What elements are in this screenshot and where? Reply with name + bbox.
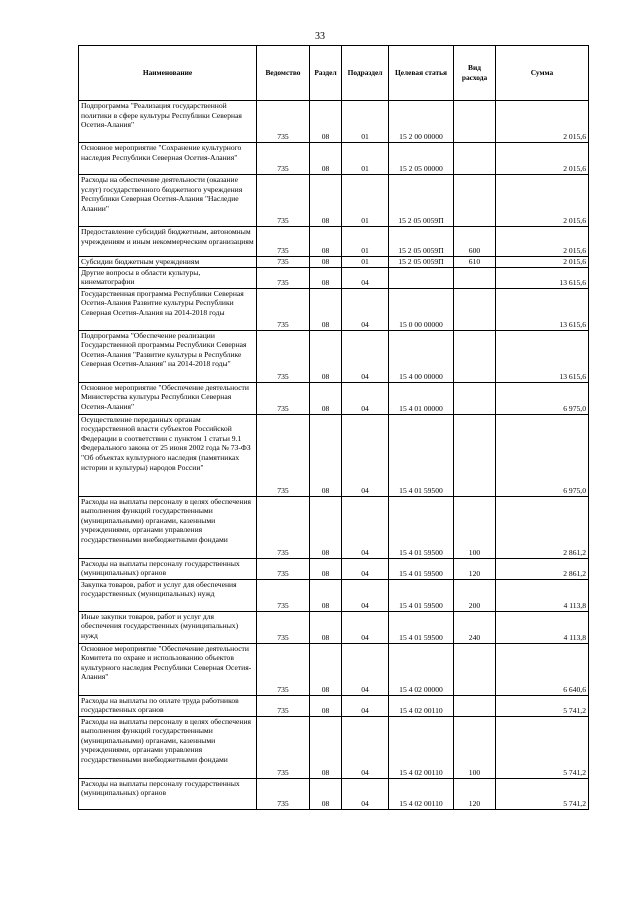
cell-name: Иные закупки товаров, работ и услуг для обеспечения государственных (муниципальных) нужд: [79, 611, 257, 643]
cell-razdel: 08: [310, 257, 342, 268]
cell-podrazdel: 04: [342, 496, 389, 558]
table-row: [79, 778, 589, 809]
cell-vid: 240: [454, 611, 496, 643]
cell-vid: [454, 101, 496, 143]
header-name: Наименование: [79, 46, 257, 101]
cell-vedomstvo: 735: [257, 414, 310, 496]
cell-vedomstvo: 735: [257, 558, 310, 579]
cell-summa: 13 615,6: [496, 288, 589, 330]
cell-summa: 5 741,2: [496, 778, 589, 809]
cell-razdel: 08: [310, 382, 342, 414]
cell-podrazdel: 01: [342, 101, 389, 143]
table-row: [79, 643, 589, 695]
cell-name: Субсидии бюджетным учреждениям: [79, 257, 257, 268]
cell-vid: [454, 267, 496, 288]
cell-vid: 120: [454, 778, 496, 809]
table-row: [79, 143, 589, 175]
cell-podrazdel: 04: [342, 267, 389, 288]
cell-summa: 2 015,6: [496, 257, 589, 268]
table-row: [79, 611, 589, 643]
cell-vid: [454, 414, 496, 496]
cell-razdel: 08: [310, 643, 342, 695]
cell-razdel: 08: [310, 611, 342, 643]
table-row: [79, 101, 589, 143]
cell-summa: 2 015,6: [496, 227, 589, 257]
cell-razdel: 08: [310, 101, 342, 143]
cell-name: Основное мероприятие "Обеспечение деятельности Комитета по охране и использованию объектов культурного наследия Республики Северная Осетия-Алания": [79, 643, 257, 695]
cell-vedomstvo: 735: [257, 716, 310, 778]
cell-summa: 5 741,2: [496, 716, 589, 778]
cell-razdel: 08: [310, 227, 342, 257]
cell-summa: 6 640,6: [496, 643, 589, 695]
cell-razdel: 08: [310, 175, 342, 227]
cell-summa: 13 615,6: [496, 267, 589, 288]
cell-statya: 15 4 01 59500: [389, 496, 454, 558]
cell-statya: [389, 267, 454, 288]
cell-statya: 15 4 02 00110: [389, 695, 454, 716]
cell-vedomstvo: 735: [257, 579, 310, 611]
cell-statya: 15 2 05 00000: [389, 143, 454, 175]
cell-name: Подпрограмма "Обеспечение реализации Государственной программы Республики Северная Осетия-Алания "Развитие культуры в Республике Северная Осетия-Алания" на 2014-2018 годы": [79, 330, 257, 382]
cell-statya: 15 0 00 00000: [389, 288, 454, 330]
table-row: [79, 257, 589, 268]
cell-summa: 4 113,8: [496, 611, 589, 643]
cell-podrazdel: 04: [342, 611, 389, 643]
table-row: [79, 382, 589, 414]
cell-razdel: 08: [310, 330, 342, 382]
cell-vedomstvo: 735: [257, 227, 310, 257]
cell-name: Расходы на выплаты персоналу в целях обеспечения выполнения функций государственными (муниципальными) органами, казенными учреждениями, органами управления государственными внебюджетными фондами: [79, 496, 257, 558]
cell-vid: [454, 143, 496, 175]
cell-podrazdel: 04: [342, 716, 389, 778]
cell-statya: 15 4 02 00110: [389, 778, 454, 809]
cell-name: Расходы на выплаты персоналу в целях обеспечения выполнения функций государственными (муниципальными) органами, казенными учреждениями, органами управления государственными внебюджетными фондами: [79, 716, 257, 778]
cell-podrazdel: 04: [342, 643, 389, 695]
cell-podrazdel: 04: [342, 382, 389, 414]
cell-statya: 15 4 02 00110: [389, 716, 454, 778]
cell-razdel: 08: [310, 143, 342, 175]
table-row: [79, 414, 589, 496]
cell-summa: 5 741,2: [496, 695, 589, 716]
table-row: [79, 267, 589, 288]
cell-name: Основное мероприятие "Обеспечение деятельности Министерства культуры Республики Северная Осетия-Алания": [79, 382, 257, 414]
cell-summa: 2 861,2: [496, 496, 589, 558]
cell-name: Расходы на обеспечение деятельности (оказание услуг) государственного бюджетного учреждения Республики Северная Осетия-Алания "Наследие Алании": [79, 175, 257, 227]
cell-podrazdel: 04: [342, 579, 389, 611]
cell-summa: 2 015,6: [496, 101, 589, 143]
cell-vid: [454, 175, 496, 227]
table-row: [79, 716, 589, 778]
cell-summa: 2 861,2: [496, 558, 589, 579]
cell-vedomstvo: 735: [257, 611, 310, 643]
cell-podrazdel: 04: [342, 778, 389, 809]
cell-vedomstvo: 735: [257, 330, 310, 382]
cell-name: Государственная программа Республики Северная Осетия-Алания Развитие культуры Республики Северная Осетия-Алания на 2014-2018 годы: [79, 288, 257, 330]
header-vid: Вид расхода: [454, 46, 496, 101]
cell-vedomstvo: 735: [257, 175, 310, 227]
page-number: 33: [315, 31, 325, 42]
cell-vid: [454, 288, 496, 330]
cell-vedomstvo: 735: [257, 496, 310, 558]
cell-vedomstvo: 735: [257, 288, 310, 330]
header-vedomstvo: Ведомство: [257, 46, 310, 101]
cell-razdel: 08: [310, 496, 342, 558]
cell-podrazdel: 01: [342, 227, 389, 257]
cell-statya: 15 4 02 00000: [389, 643, 454, 695]
table-row: [79, 330, 589, 382]
cell-vid: 200: [454, 579, 496, 611]
cell-summa: 6 975,0: [496, 414, 589, 496]
cell-vedomstvo: 735: [257, 643, 310, 695]
cell-summa: 13 615,6: [496, 330, 589, 382]
cell-razdel: 08: [310, 558, 342, 579]
cell-statya: 15 4 01 59500: [389, 558, 454, 579]
cell-statya: 15 2 05 0059П: [389, 175, 454, 227]
cell-vid: 600: [454, 227, 496, 257]
cell-vedomstvo: 735: [257, 778, 310, 809]
cell-name: Подпрограмма "Реализация государственной политики в сфере культуры Республики Северная Осетия-Алания": [79, 101, 257, 143]
cell-razdel: 08: [310, 414, 342, 496]
cell-name: Закупка товаров, работ и услуг для обеспечения государственных (муниципальных) нужд: [79, 579, 257, 611]
cell-razdel: 08: [310, 579, 342, 611]
cell-vid: 100: [454, 496, 496, 558]
cell-name: Предоставление субсидий бюджетным, автономным учреждениям и иным некоммерческим организациям: [79, 227, 257, 257]
cell-statya: 15 4 01 59500: [389, 414, 454, 496]
cell-razdel: 08: [310, 267, 342, 288]
cell-statya: 15 4 01 59500: [389, 611, 454, 643]
cell-vid: 100: [454, 716, 496, 778]
cell-summa: 4 113,8: [496, 579, 589, 611]
cell-name: Расходы на выплаты по оплате труда работников государственных органов: [79, 695, 257, 716]
cell-statya: 15 4 01 59500: [389, 579, 454, 611]
table-row: [79, 695, 589, 716]
cell-statya: 15 2 05 0059П: [389, 257, 454, 268]
header-razdel: Раздел: [310, 46, 342, 101]
table-row: [79, 227, 589, 257]
cell-podrazdel: 04: [342, 288, 389, 330]
cell-name: Осуществление переданных органам государственной власти субъектов Российской Федерации в соответствии с пунктом 1 статьи 9.1 Федерального закона от 25 июня 2002 года № 73-ФЗ "Об объектах культурного наследия (памятниках истории и культуры) народов России": [79, 414, 257, 496]
cell-vid: [454, 330, 496, 382]
cell-vedomstvo: 735: [257, 143, 310, 175]
header-podrazdel: Подраздел: [342, 46, 389, 101]
cell-podrazdel: 04: [342, 414, 389, 496]
cell-summa: 2 015,6: [496, 143, 589, 175]
cell-name: Основное мероприятие "Сохранение культурного наследия Республики Северная Осетия-Алания": [79, 143, 257, 175]
cell-name: Расходы на выплаты персоналу государственных (муниципальных) органов: [79, 778, 257, 809]
cell-statya: 15 4 01 00000: [389, 382, 454, 414]
cell-podrazdel: 01: [342, 143, 389, 175]
cell-podrazdel: 04: [342, 558, 389, 579]
cell-vid: 610: [454, 257, 496, 268]
table-row: [79, 175, 589, 227]
cell-name: Другие вопросы в области культуры, кинематографии: [79, 267, 257, 288]
cell-razdel: 08: [310, 288, 342, 330]
table-body: [79, 101, 589, 810]
table-header-row: [79, 46, 589, 101]
header-summa: Сумма: [496, 46, 589, 101]
cell-podrazdel: 01: [342, 175, 389, 227]
cell-summa: 6 975,0: [496, 382, 589, 414]
cell-podrazdel: 01: [342, 257, 389, 268]
cell-vedomstvo: 735: [257, 267, 310, 288]
cell-vedomstvo: 735: [257, 101, 310, 143]
cell-razdel: 08: [310, 695, 342, 716]
budget-table: [78, 45, 589, 810]
cell-razdel: 08: [310, 716, 342, 778]
table-row: [79, 288, 589, 330]
cell-summa: 2 015,6: [496, 175, 589, 227]
cell-vedomstvo: 735: [257, 695, 310, 716]
cell-statya: 15 2 05 0059П: [389, 227, 454, 257]
table-row: [79, 558, 589, 579]
cell-vedomstvo: 735: [257, 382, 310, 414]
cell-podrazdel: 04: [342, 330, 389, 382]
cell-vid: [454, 695, 496, 716]
cell-razdel: 08: [310, 778, 342, 809]
cell-vid: [454, 643, 496, 695]
table-row: [79, 579, 589, 611]
cell-name: Расходы на выплаты персоналу государственных (муниципальных) органов: [79, 558, 257, 579]
cell-vid: [454, 382, 496, 414]
header-statya: Целевая статья: [389, 46, 454, 101]
cell-statya: 15 4 00 00000: [389, 330, 454, 382]
cell-vedomstvo: 735: [257, 257, 310, 268]
cell-vid: 120: [454, 558, 496, 579]
cell-podrazdel: 04: [342, 695, 389, 716]
cell-statya: 15 2 00 00000: [389, 101, 454, 143]
table-row: [79, 496, 589, 558]
